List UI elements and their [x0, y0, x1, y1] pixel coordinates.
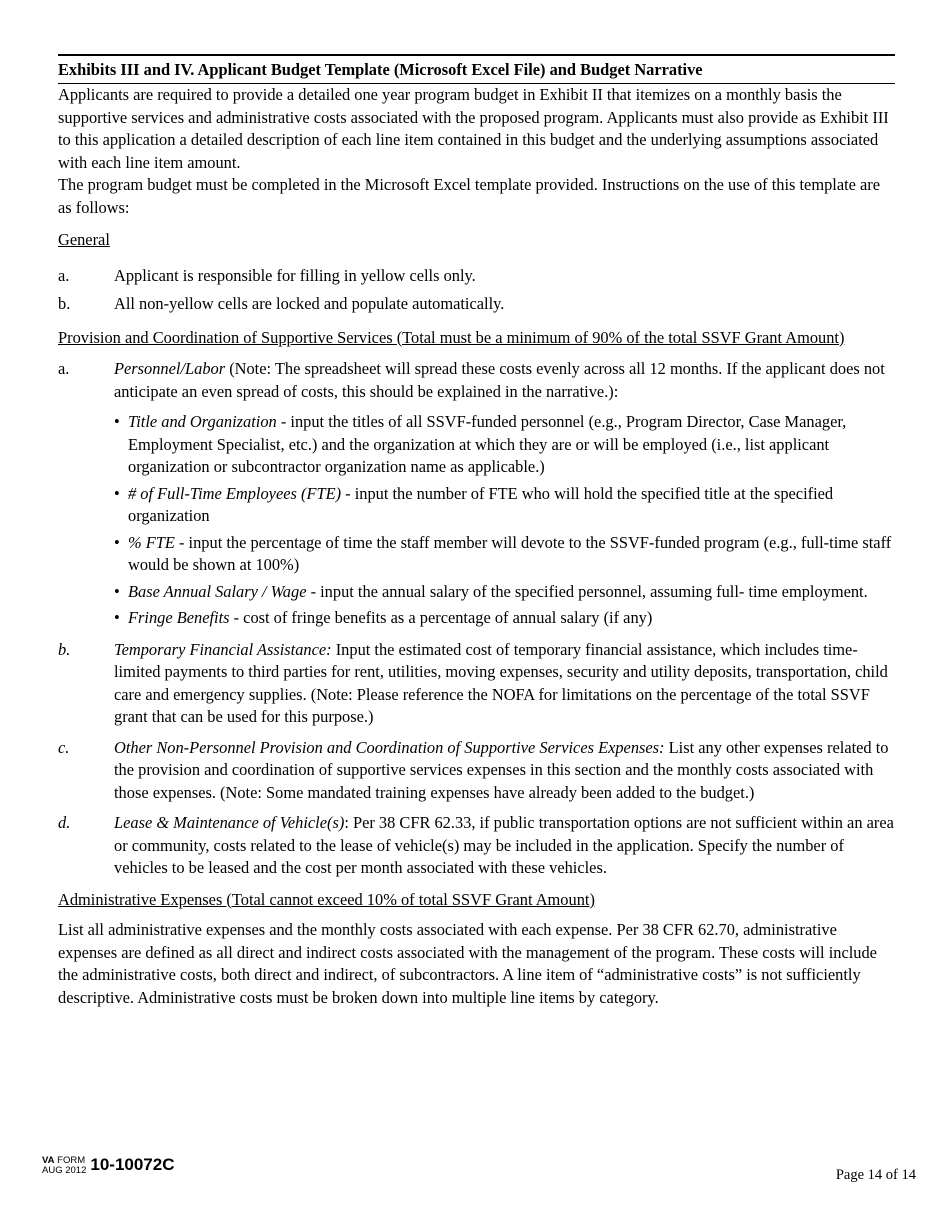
bullet-term: Base Annual Salary / Wage: [128, 581, 307, 601]
intro-paragraph-2: The program budget must be completed in the Microsoft Excel template provided. Instructions on the use of this template are as follows:: [58, 175, 881, 217]
bullet-term: Title and Organization: [128, 412, 277, 431]
bullet-icon: •: [114, 483, 120, 503]
bullet-icon: •: [114, 532, 120, 552]
bullet-term: Fringe Benefits: [128, 608, 230, 627]
section-header: Exhibits III and IV. Applicant Budget Template (Microsoft Excel File) and Budget Narrative: [58, 54, 895, 84]
item-title: Temporary Financial Assistance:: [114, 639, 332, 659]
bullet-term: % FTE: [128, 532, 175, 552]
services-item-a: [58, 358, 895, 403]
admin-paragraph: List all administrative expenses and the monthly costs associated with each expense. Per 38 CFR 62.70, administrative expenses are defined as all direct and indirect costs associated with the management of the program. These costs will include the administrative costs, both direct and indirect, of subcontractors. A line item of “administrative costs” is not sufficiently descriptive. Administrative costs must be broken down into multiple line items by category.: [58, 920, 877, 1007]
item-text: Input the estimated cost of temporary financial assistance, which includes time-limited payments to third parties for rent, utilities, moving expenses, security and utility deposits, transportation, child care and emergency supplies. (Note: Please reference the NOFA for limitations on the percentage of the total SSVF grant that can be used for this purpose.): [114, 639, 888, 726]
bullet-text: - input the number of FTE who will hold the specified title at the specified organization: [128, 483, 834, 525]
bullet-text: - input the percentage of time the staff member will devote to the SSVF-funded program (e.g., full-time staff would be shown at 100%): [128, 532, 892, 574]
general-item-b: [58, 293, 895, 316]
item-text: : Per 38 CFR 62.33, if public transportation options are not sufficient within an area or community, costs related to the lease of vehicle(s) may be included in the application. Specify the number of vehicles to be leased and the cost per month associated with these vehicles.: [114, 813, 894, 877]
bullet-fte-percent: [114, 532, 895, 577]
item-label: d.: [58, 813, 71, 832]
general-item-a: [58, 265, 895, 288]
form-date: AUG 2012: [42, 1165, 87, 1176]
item-label: c.: [58, 737, 70, 757]
item-title: Lease & Maintenance of Vehicle(s): [114, 813, 345, 832]
bullet-title-organization: [114, 411, 895, 479]
item-label: b.: [58, 294, 71, 313]
item-label: a.: [58, 265, 70, 285]
services-item-c: [58, 737, 895, 805]
item-label: b.: [58, 639, 71, 659]
item-text: Applicant is responsible for filling in yellow cells only.: [114, 265, 476, 285]
page-number: Page 14 of 14: [835, 1167, 916, 1183]
bullet-text: - cost of fringe benefits as a percentage of annual salary (if any): [229, 608, 653, 627]
bullet-base-salary: [114, 581, 895, 604]
bullet-text: - input the titles of all SSVF-funded personnel (e.g., Program Director, Case Manager, Employment Specialist, etc.) and the organization at which they are or will be employed (i.e., list applicant organization or subcontractor organization name as applicable.): [128, 412, 847, 476]
general-heading: General: [58, 230, 110, 249]
services-item-d: [58, 812, 895, 880]
bullet-icon: •: [114, 608, 120, 627]
services-heading: Provision and Coordination of Supportive Services (Total must be a minimum of 90% of the total SSVF Grant Amount): [58, 327, 845, 347]
admin-heading: Administrative Expenses (Total cannot exceed 10% of total SSVF Grant Amount): [58, 889, 595, 909]
item-title: Other Non-Personnel Provision and Coordination of Supportive Services Expenses:: [114, 737, 665, 757]
va-form-label: [42, 1156, 86, 1176]
item-text: (Note: The spreadsheet will spread these costs evenly across all 12 months. If the applicant does not anticipate an even spread of costs, this should be explained in the narrative.):: [114, 359, 885, 401]
bullet-fte-count: [114, 483, 895, 528]
bullet-term: # of Full-Time Employees (FTE): [128, 483, 342, 503]
form-identifier: [42, 1156, 175, 1179]
intro-paragraph-1: Applicants are required to provide a detailed one year program budget in Exhibit II that itemizes on a monthly basis the supportive services and administrative costs associated with the proposed program. Applicants must also provide as Exhibit III to this application a detailed description of each line item contained in this budget and the underlying assumptions associated with each line item amount.: [58, 85, 889, 172]
item-text: List any other expenses related to the provision and coordination of supportive services expenses in this section and the monthly costs associated with those expenses. (Note: Some mandated training expenses have already been added to the budget.): [114, 737, 889, 802]
item-label: a.: [58, 359, 70, 378]
bullet-fringe-benefits: [114, 607, 895, 630]
bullet-text: - input the annual salary of the specified personnel, assuming full- time employment.: [306, 581, 868, 601]
va-label: VA: [42, 1155, 55, 1166]
bullet-icon: •: [114, 581, 120, 601]
form-label: FORM: [57, 1155, 86, 1166]
item-title: Personnel/Labor: [114, 359, 226, 378]
item-text: All non-yellow cells are locked and populate automatically.: [114, 294, 505, 313]
bullet-icon: •: [114, 412, 120, 431]
document-page: [58, 54, 895, 1009]
form-number: 10-10072C: [90, 1155, 175, 1174]
services-item-b: [58, 639, 895, 729]
